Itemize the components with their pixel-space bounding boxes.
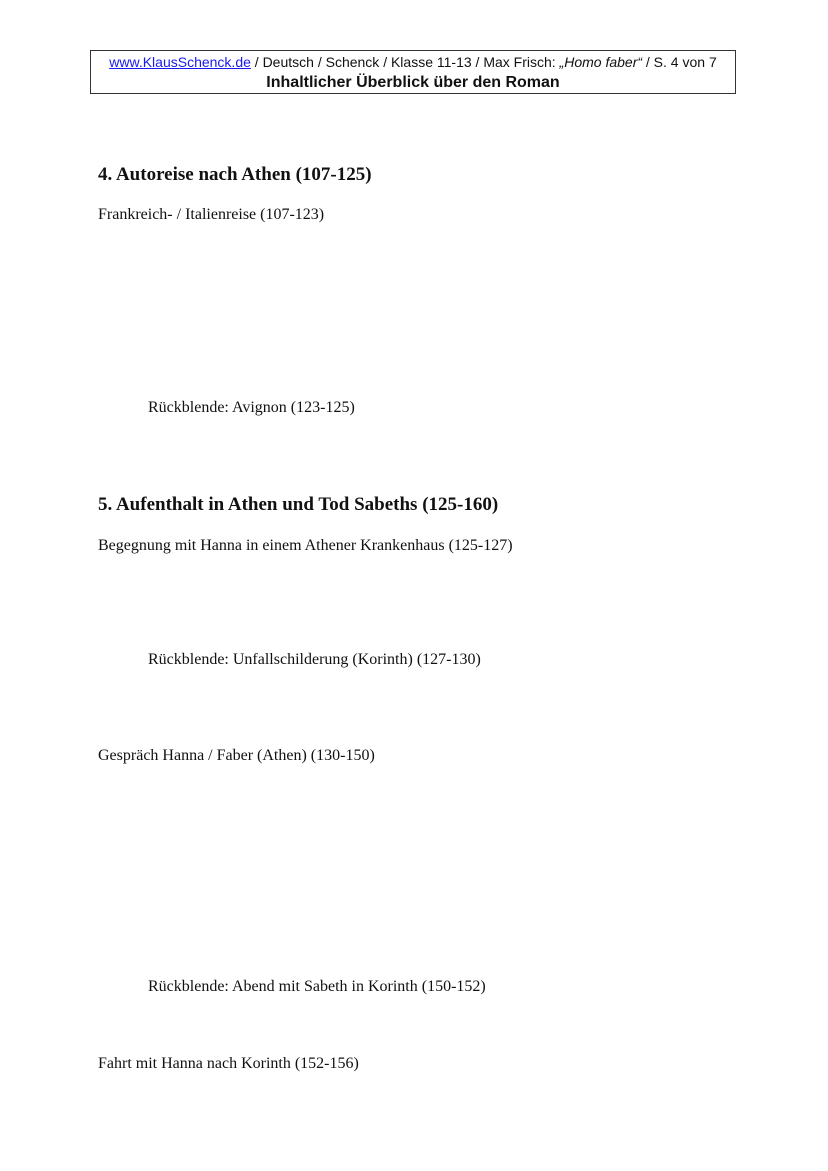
- entry-rueckblende-abend-sabeth: Rückblende: Abend mit Sabeth in Korinth (150-152): [148, 978, 486, 995]
- website-link[interactable]: www.KlausSchenck.de: [109, 54, 251, 70]
- page-header: [90, 50, 736, 94]
- section-heading-5: 5. Aufenthalt in Athen und Tod Sabeths (125-160): [98, 494, 499, 515]
- header-meta-line: [91, 54, 735, 71]
- header-work-title: „Homo faber“: [559, 54, 643, 70]
- header-meta-text-a: / Deutsch / Schenck / Klasse 11-13 / Max Frisch:: [250, 54, 560, 70]
- entry-begegnung-hanna: Begegnung mit Hanna in einem Athener Krankenhaus (125-127): [98, 537, 513, 554]
- entry-rueckblende-unfall: Rückblende: Unfallschilderung (Korinth) (127-130): [148, 651, 481, 668]
- entry-rueckblende-avignon: Rückblende: Avignon (123-125): [148, 399, 355, 416]
- section-heading-4: 4. Autoreise nach Athen (107-125): [98, 164, 372, 185]
- page-title: Inhaltlicher Überblick über den Roman: [266, 74, 560, 91]
- header-meta-text-b: / S. 4 von 7: [642, 54, 717, 70]
- entry-gespraech-hanna-faber: Gespräch Hanna / Faber (Athen) (130-150): [98, 747, 375, 764]
- entry-fahrt-korinth: Fahrt mit Hanna nach Korinth (152-156): [98, 1055, 359, 1072]
- entry-italienreise: Frankreich- / Italienreise (107-123): [98, 206, 325, 223]
